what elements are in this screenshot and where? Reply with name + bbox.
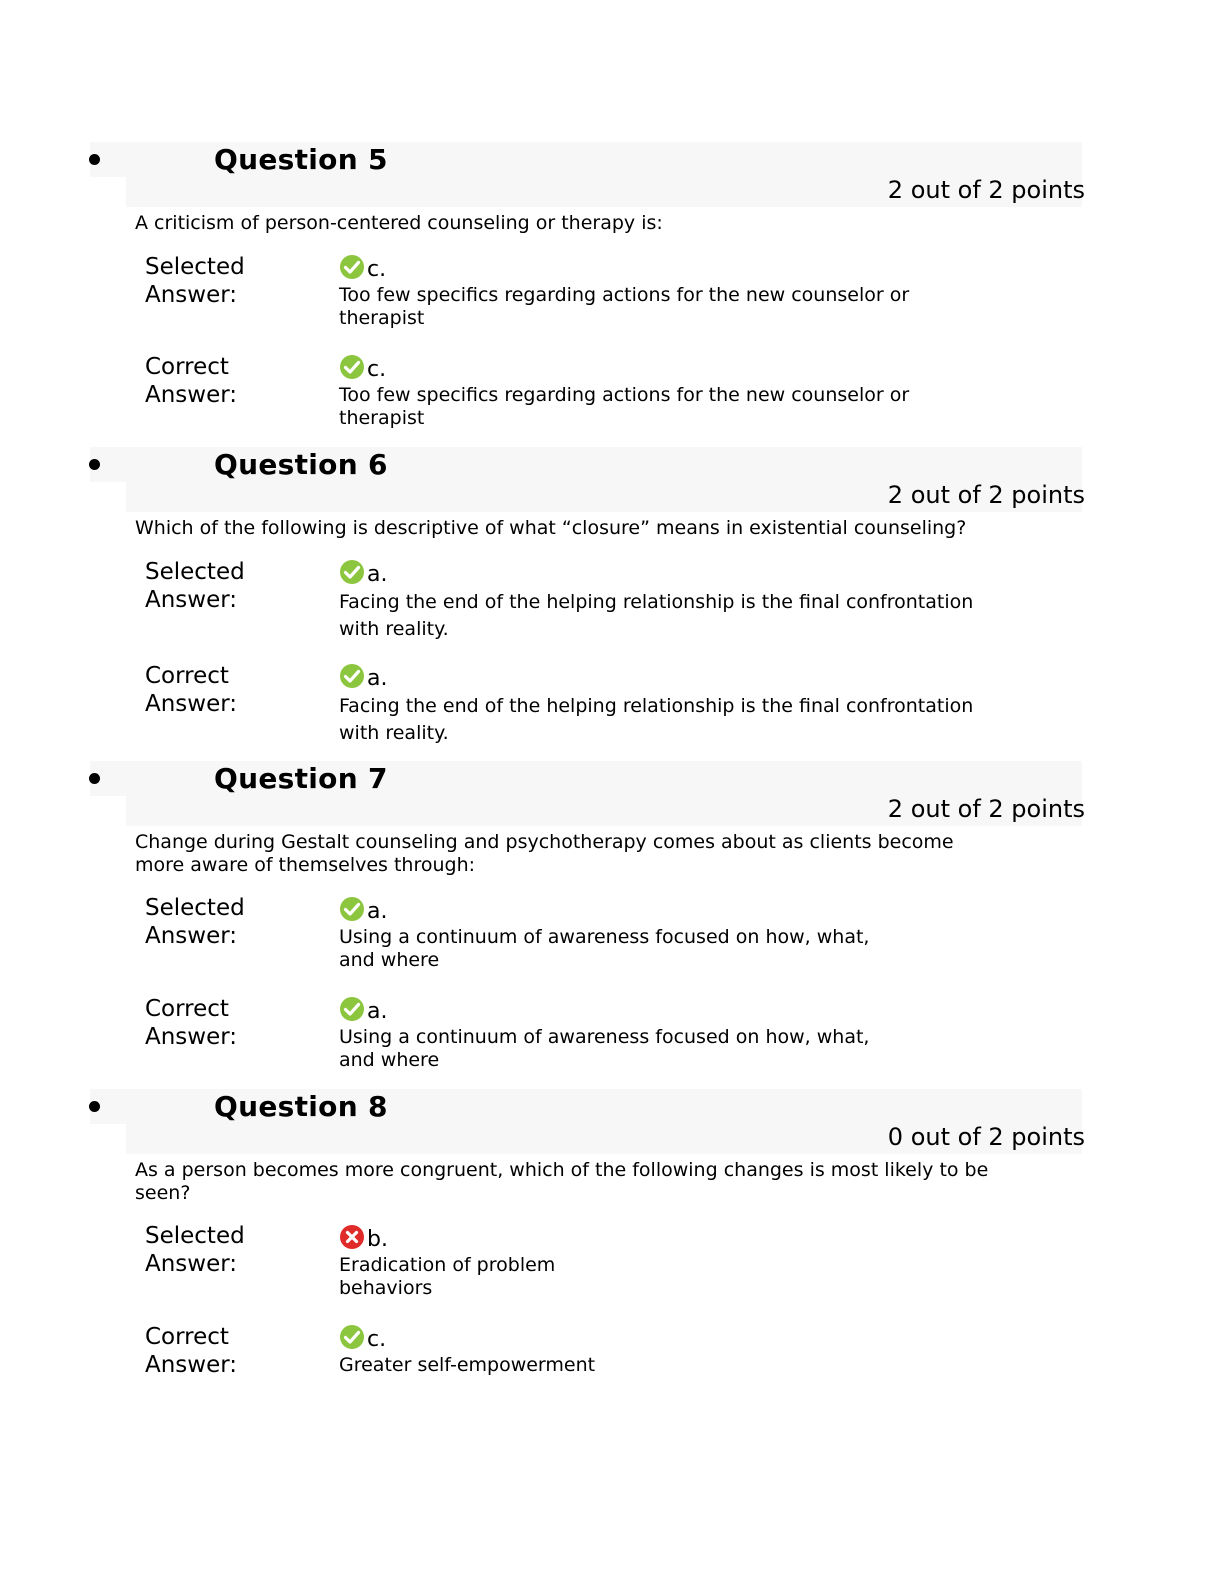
answer-letter: a. bbox=[367, 999, 388, 1024]
answer-letter: c. bbox=[367, 257, 387, 282]
answer-letter: b. bbox=[367, 1227, 388, 1252]
answer-letter: c. bbox=[367, 357, 387, 382]
check-icon bbox=[339, 1324, 365, 1350]
question-points: 2 out of 2 points bbox=[887, 176, 1085, 204]
question-points: 2 out of 2 points bbox=[887, 481, 1085, 509]
question-text: Change during Gestalt counseling and psychotherapy comes about as clients become more aware of themselves through: bbox=[135, 831, 954, 876]
answer-text: Facing the end of the helping relationship is the final confrontation with reality. bbox=[339, 695, 974, 744]
check-icon bbox=[339, 254, 365, 280]
check-icon bbox=[339, 663, 365, 689]
correct-answer-label: Correct Answer: bbox=[145, 354, 238, 408]
question-text: A criticism of person-centered counseling or therapy is: bbox=[135, 212, 663, 234]
answer-letter: c. bbox=[367, 1327, 387, 1352]
answer-letter: a. bbox=[367, 562, 388, 587]
bullet-icon bbox=[89, 154, 100, 165]
bullet-icon bbox=[89, 1101, 100, 1112]
check-icon bbox=[339, 559, 365, 585]
bullet-icon bbox=[89, 773, 100, 784]
check-icon bbox=[339, 996, 365, 1022]
answer-letter: a. bbox=[367, 899, 388, 924]
check-icon bbox=[339, 354, 365, 380]
answer-text: Greater self-empowerment bbox=[339, 1354, 596, 1376]
selected-answer-label: Selected Answer: bbox=[145, 559, 245, 613]
answer-text: Facing the end of the helping relationship is the final confrontation with reality. bbox=[339, 591, 974, 640]
correct-answer-label: Correct Answer: bbox=[145, 1324, 238, 1378]
check-icon bbox=[339, 896, 365, 922]
answer-text: Too few specifics regarding actions for the new counselor or therapist bbox=[339, 284, 910, 329]
answer-text: Too few specifics regarding actions for the new counselor or therapist bbox=[339, 384, 910, 429]
question-title: Question 5 bbox=[214, 143, 388, 176]
answer-text: Using a continuum of awareness focused on how, what, and where bbox=[339, 1026, 870, 1071]
question-text: As a person becomes more congruent, which of the following changes is most likely to be seen? bbox=[135, 1159, 989, 1204]
selected-answer-label: Selected Answer: bbox=[145, 254, 245, 308]
selected-answer-label: Selected Answer: bbox=[145, 895, 245, 949]
question-points: 0 out of 2 points bbox=[887, 1123, 1085, 1151]
question-title: Question 7 bbox=[214, 762, 388, 795]
question-title: Question 8 bbox=[214, 1090, 388, 1123]
question-points: 2 out of 2 points bbox=[887, 795, 1085, 823]
correct-answer-label: Correct Answer: bbox=[145, 996, 238, 1050]
question-title: Question 6 bbox=[214, 448, 388, 481]
answer-letter: a. bbox=[367, 666, 388, 691]
x-icon bbox=[339, 1224, 365, 1250]
question-text: Which of the following is descriptive of what “closure” means in existential counseling? bbox=[135, 517, 967, 539]
correct-answer-label: Correct Answer: bbox=[145, 663, 238, 717]
answer-text: Eradication of problem behaviors bbox=[339, 1254, 556, 1299]
selected-answer-label: Selected Answer: bbox=[145, 1223, 245, 1277]
bullet-icon bbox=[89, 459, 100, 470]
answer-text: Using a continuum of awareness focused on how, what, and where bbox=[339, 926, 870, 971]
